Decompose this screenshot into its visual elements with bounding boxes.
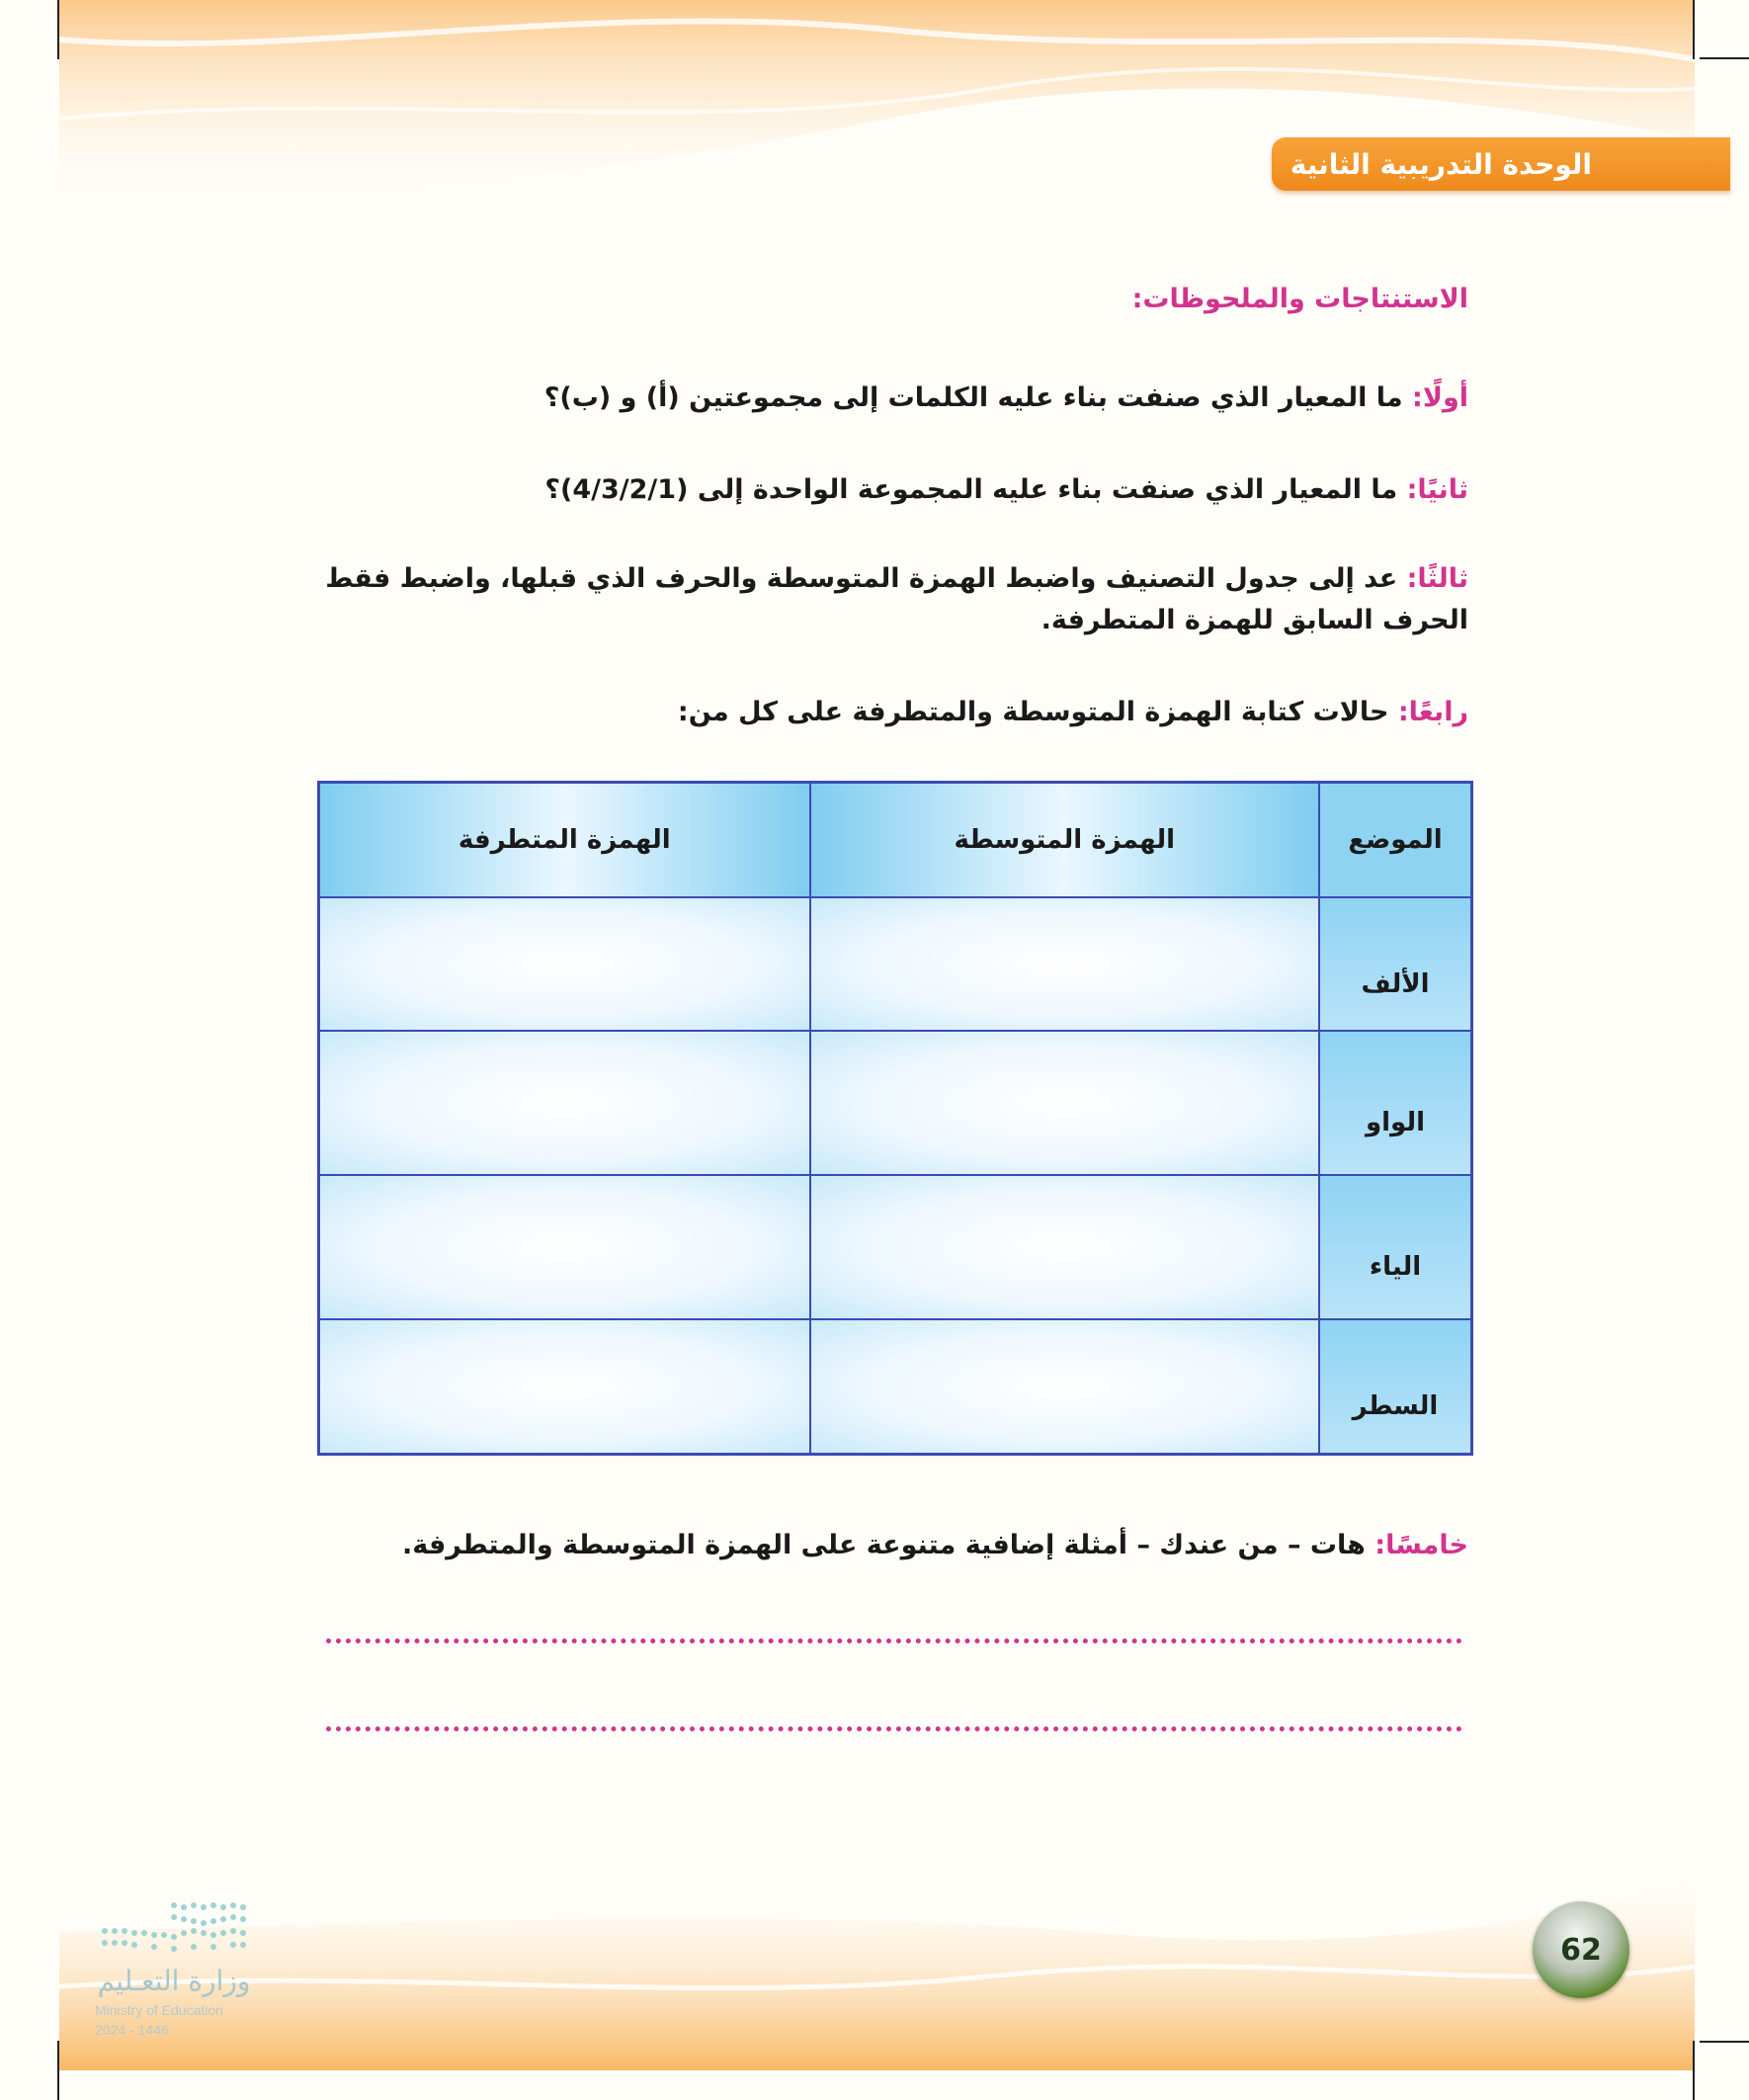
- question-1-lead: أولًا:: [1412, 382, 1468, 413]
- answer-cell[interactable]: [319, 1175, 810, 1319]
- question-5-text: هات – من عندك – أمثلة إضافية متنوعة على الهمزة المتوسطة والمتطرفة.: [401, 1530, 1375, 1560]
- question-4: [287, 692, 1468, 733]
- row-label-ya: الياء: [1319, 1175, 1472, 1319]
- header-position: الموضع: [1319, 783, 1472, 898]
- ministry-name-ar: وزارة التعـليم: [97, 1965, 251, 1997]
- table-row: [319, 1319, 1472, 1454]
- section-heading: الاستنتاجات والملحوظات:: [1131, 284, 1468, 314]
- question-1-text: ما المعيار الذي صنفت بناء عليه الكلمات إلى مجموعتين (أ) و (ب)؟: [543, 382, 1413, 413]
- crop-mark: [1693, 0, 1695, 59]
- answer-line-2[interactable]: [326, 1726, 1462, 1731]
- header-middle-hamza: الهمزة المتوسطة: [810, 783, 1320, 898]
- crop-mark: [57, 0, 59, 59]
- question-1: [287, 378, 1468, 419]
- question-2-lead: ثانيًا:: [1406, 474, 1468, 505]
- question-2-text: ما المعيار الذي صنفت بناء عليه المجموعة الواحدة إلى (4/3/2/1)؟: [544, 474, 1407, 505]
- table-row: [319, 897, 1472, 1031]
- question-3-text: عد إلى جدول التصنيف واضبط الهمزة المتوسطة والحرف الذي قبلها، واضبط فقط الحرف السابق للهمزة المتطرفة.: [325, 563, 1468, 635]
- unit-title: الوحدة التدريبية الثانية: [1290, 147, 1592, 181]
- hamza-cases-table: [317, 781, 1473, 1456]
- answer-cell[interactable]: [319, 1031, 810, 1175]
- question-4-text: حالات كتابة الهمزة المتوسطة والمتطرفة على كل من:: [677, 697, 1398, 727]
- row-label-alif: الألف: [1319, 897, 1472, 1031]
- crop-mark: [1700, 57, 1749, 59]
- header-final-hamza: الهمزة المتطرفة: [319, 783, 810, 898]
- ministry-name-en: Ministry of Education: [95, 2002, 223, 2018]
- ministry-emblem-icon: [95, 1897, 253, 1957]
- answer-cell[interactable]: [810, 897, 1320, 1031]
- row-label-line: السطر: [1319, 1319, 1472, 1454]
- question-2: [287, 469, 1468, 511]
- table-row: [319, 1031, 1472, 1175]
- answer-cell[interactable]: [810, 1175, 1320, 1319]
- crop-mark: [1700, 2041, 1749, 2043]
- page-number-badge: [1533, 1901, 1629, 1998]
- unit-banner: [1272, 137, 1730, 191]
- table-header-row: [319, 783, 1472, 898]
- question-5: [287, 1525, 1468, 1566]
- row-label-waw: الواو: [1319, 1031, 1472, 1175]
- question-5-lead: خامسًا:: [1374, 1530, 1468, 1560]
- answer-cell[interactable]: [810, 1319, 1320, 1454]
- crop-mark: [57, 2041, 59, 2100]
- question-3-lead: ثالثًا:: [1406, 563, 1468, 594]
- page-number: 62: [1560, 1932, 1602, 1968]
- answer-line-1[interactable]: [326, 1638, 1462, 1643]
- question-4-lead: رابعًا:: [1397, 697, 1468, 727]
- table-row: [319, 1175, 1472, 1319]
- crop-mark: [1693, 2041, 1695, 2100]
- answer-cell[interactable]: [319, 897, 810, 1031]
- question-3: [287, 558, 1468, 641]
- answer-cell[interactable]: [810, 1031, 1320, 1175]
- ministry-logo: [95, 1897, 332, 2036]
- edition-year: 2024 - 1446: [95, 2022, 169, 2038]
- answer-cell[interactable]: [319, 1319, 810, 1454]
